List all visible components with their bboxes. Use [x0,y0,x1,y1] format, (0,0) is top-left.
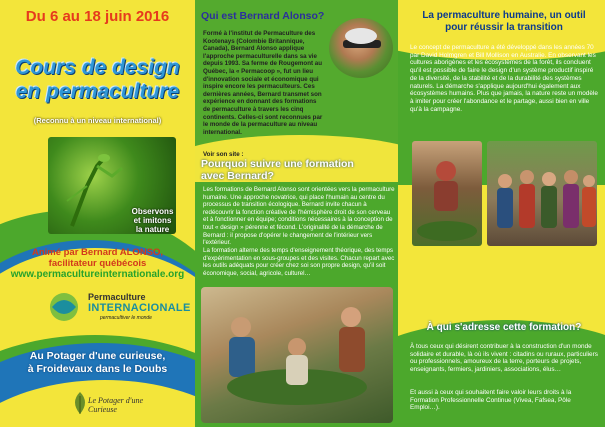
potager-logo-text: Le Potager d'une Curieuse [88,396,144,414]
gardening-scene [412,141,482,246]
trainer-info [0,247,195,269]
group-scene [487,141,597,246]
logo-text2: INTERNACIONALE [88,302,191,314]
venue-line1: Au Potager d'une curieuse, [29,350,166,362]
heading-who: Qui est Bernard Alonso? [201,10,325,22]
bio-paragraph: Formé à l'institut de Permaculture des Kootenays (Colombie Britannique, Canada), Bernard Alonso applique l'approche permaculturelle dans sa vie depuis 1993. Sa ferme de Rougemont au Québec, la « Permacoop », fut un lieu d'innovation sociale et économique qui inspire encore les permaculteurs. Ces dernières années, Bernard transmet son expérience en donnant des formations de permaculture à travers les cinq continents. Celles-ci sont reconnues par le monde de la permaculture au niveau international. [203,30,323,136]
portrait-sketch [329,18,393,78]
left-panel [0,0,195,427]
leaf-icon [70,390,90,416]
course-title-line2: en permaculture [15,80,180,103]
potager-logo [70,388,170,418]
caption-line2: et imitons [133,216,172,225]
gardening-photo [412,141,482,246]
globe-icon [46,291,86,323]
funding-paragraph: Et aussi à ceux qui souhaitent faire valoir leurs droits à la Formation Professionnelle Continue (Vivea, Fafsea, Pôle Emploi…). [410,389,572,412]
heading-hp-line1: La permaculture humaine, un outil [422,10,586,21]
heading-why-line1: Pourquoi suivre une formation [201,158,354,170]
caption-line1: Observons [131,207,174,216]
logo-text1: Permaculture [88,292,146,302]
group-photo [487,141,597,246]
middle-panel [195,0,398,427]
heading-audience: À qui s'adresse cette formation? [426,322,582,333]
audience-paragraph: À tous ceux qui désirent contribuer à la construction d'un monde solidaire et durable, là où ils vivent : citadins ou ruraux, particuliers ou professionnels, amoureux de la terre, porteurs de projets, enseignants, fermiers, jardiniers, associations, élus… [410,343,598,374]
why-paragraph-2: La formation alterne des temps d'enseignement théorique, des temps d'expérimentation en sous-groupes et des visites. Chacun repart avec les outils adéquats pour créer chez soi son propre design, qu'il soit économique, social, agricole, culturel… [203,247,395,277]
workshop-scene [201,287,393,423]
caption-line3: la nature [135,225,170,234]
course-subtitle: (Reconnu à un niveau international) [33,116,162,125]
heading-human-permaculture [406,10,602,34]
logo-text3: permacultiver le monde [100,315,152,321]
venue-line2: à Froidevaux dans le Doubs [27,363,168,375]
heading-why [201,158,354,182]
see-site-label: Voir son site : [203,151,244,158]
heading-hp-line2: pour réussir la transition [445,22,563,33]
bio-text [203,30,325,136]
permaculture-logo [46,291,191,323]
trainer-line2: facilitateur québécois [48,258,147,269]
event-date: Du 6 au 18 juin 2016 [25,8,170,25]
trainer-line1: Animé par Bernard ALONSO, [31,247,164,258]
concept-paragraph: Le concept de permaculture a été développé dans les années 70 par David Holmgren et Bill Mollison en Australie. En observant les cultures aborigènes et les écosystèmes de la forêt, ils concluent qu'il est possible de faire le design d'un système productif inspiré de la diversité, de la stabilité et de la durabilité des systèmes naturels. La démarche s'applique aujourd'hui également aux écosystèmes humains. Plus que jamais, la nature reste un modèle à imiter pour créer l'abondance et le partage, aussi bien en ville qu'à la campagne. [410,44,598,113]
venue-info [0,350,195,376]
bernard-portrait [329,18,393,78]
website-link[interactable]: www.permacultureinternationale.org [10,269,185,280]
course-title-line1: Cours de design [15,56,180,79]
heading-why-line2: avec Bernard? [201,170,274,182]
why-paragraph-1: Les formations de Bernard Alonso sont orientées vers la permaculture humaine. Une approche novatrice, qui place l'humain au centre du processus de transition écologique. Bernard invite chacun à redécouvrir la fonction créative de l'hémisphère droit de son cerveau et à fonctionner en équipe; conditions nécessaires à la conception de tout « design » pérenne et fécond. L'originalité de la démarche de Bernard : il propose d'opérer le changement de l'intérieur vers l'extérieur. [203,186,395,247]
right-panel [398,0,605,427]
photo-caption [110,207,195,234]
workshop-photo [201,287,393,423]
